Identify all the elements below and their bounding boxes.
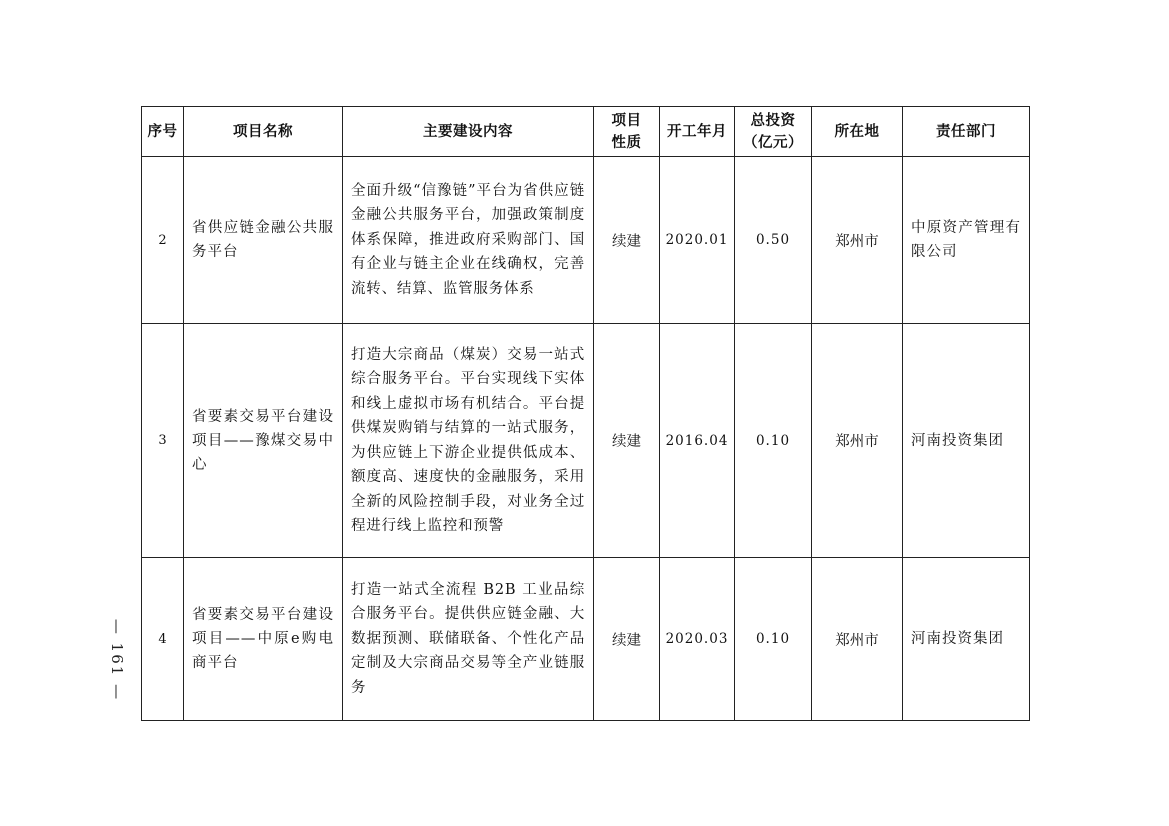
header-invest-line2: （亿元）: [743, 134, 803, 151]
table-row: [142, 558, 1030, 721]
project-table: [141, 106, 1030, 721]
header-start: 开工年月: [660, 107, 735, 157]
cell-invest: 0.50: [735, 157, 812, 324]
cell-content: 全面升级“信豫链”平台为省供应链金融公共服务平台，加强政策制度体系保障，推进政府采购部门、国有企业与链主企业在线确权，完善流转、结算、监管服务体系: [343, 157, 594, 324]
cell-location: 郑州市: [812, 157, 903, 324]
header-invest: [735, 107, 812, 157]
header-nature-line2: 性质: [611, 134, 642, 151]
cell-invest: 0.10: [735, 558, 812, 721]
cell-location: 郑州市: [812, 324, 903, 558]
header-seq: 序号: [142, 107, 184, 157]
cell-content: 打造一站式全流程 B2B 工业品综合服务平台。提供供应链金融、大数据预测、联储联备、个性化产品定制及大宗商品交易等全产业链服务: [343, 558, 594, 721]
cell-name: 省供应链金融公共服务平台: [184, 157, 343, 324]
page-number: [95, 600, 139, 720]
cell-start: 2020.03: [660, 558, 735, 721]
header-invest-line1: 总投资: [750, 112, 796, 129]
cell-name: 省要素交易平台建设项目——豫煤交易中心: [184, 324, 343, 558]
table-row: [142, 157, 1030, 324]
header-row: [142, 107, 1030, 157]
cell-invest: 0.10: [735, 324, 812, 558]
header-name: 项目名称: [184, 107, 343, 157]
header-dept: 责任部门: [903, 107, 1030, 157]
cell-dept: 河南投资集团: [903, 558, 1030, 721]
cell-dept: 中原资产管理有限公司: [903, 157, 1030, 324]
cell-nature: 续建: [594, 324, 660, 558]
cell-location: 郑州市: [812, 558, 903, 721]
cell-seq: 3: [142, 324, 184, 558]
cell-nature: 续建: [594, 157, 660, 324]
cell-start: 2016.04: [660, 324, 735, 558]
header-location: 所在地: [812, 107, 903, 157]
header-content: 主要建设内容: [343, 107, 594, 157]
header-nature: [594, 107, 660, 157]
cell-start: 2020.01: [660, 157, 735, 324]
cell-seq: 4: [142, 558, 184, 721]
cell-content: 打造大宗商品（煤炭）交易一站式综合服务平台。平台实现线下实体和线上虚拟市场有机结合。平台提供煤炭购销与结算的一站式服务，为供应链上下游企业提供低成本、额度高、速度快的金融服务，采用全新的风险控制手段，对业务全过程进行线上监控和预警: [343, 324, 594, 558]
table-row: [142, 324, 1030, 558]
cell-seq: 2: [142, 157, 184, 324]
header-nature-line1: 项目: [611, 112, 642, 129]
page-number-text: — 161 —: [108, 618, 127, 702]
cell-name: 省要素交易平台建设项目——中原e购电商平台: [184, 558, 343, 721]
cell-nature: 续建: [594, 558, 660, 721]
cell-dept: 河南投资集团: [903, 324, 1030, 558]
